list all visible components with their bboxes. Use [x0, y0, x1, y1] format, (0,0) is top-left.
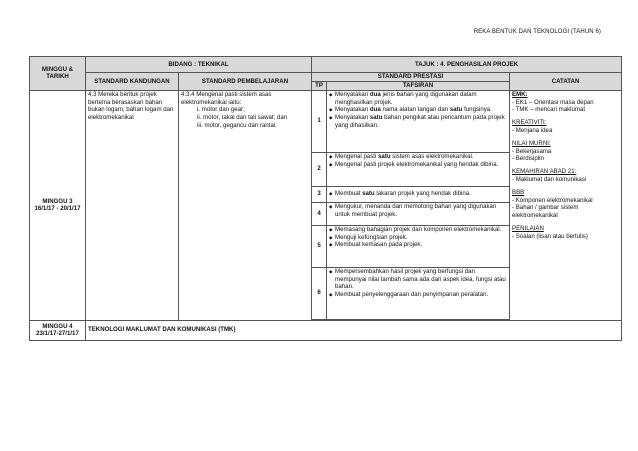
- tafsiran-item: ◆ Membuat kemasan pada projek.: [329, 241, 507, 249]
- catatan-item: - EK1 – Orientasi masa depan: [512, 98, 594, 106]
- week3-date: 16/1/17 - 20/1/17: [34, 205, 81, 213]
- tp-level: 3: [312, 186, 327, 202]
- catatan-item: - Berdisiplin: [512, 155, 544, 163]
- header-tp: TP: [312, 82, 327, 91]
- tafsiran-item: ◆ Mempersembahkan hasil projek yang berfungsi dan mempunyai nilai tambah sama ada dari aspek idea, fungsi atau bahan.: [329, 268, 507, 291]
- tafsiran-item: ◆ Menyatakan dua nama alatan tangan dan satu fungsinya.: [329, 106, 507, 114]
- header-catatan: CATATAN: [510, 73, 622, 91]
- week4-content: TEKNOLOGI MAKLUMAT DAN KOMUNIKASI (TMK): [86, 320, 622, 340]
- catatan-item: - TMK – mencari maklumat: [512, 106, 586, 114]
- catatan-cell: [510, 90, 622, 320]
- week4-cell: [30, 320, 86, 340]
- header-bidang: BIDANG : TEKNIKAL: [86, 57, 312, 73]
- catatan-item: - Maklumat dan komunikasi: [512, 175, 587, 183]
- standard-pembelajaran-main: 4.3.4 Mengenal pasti sistem asas elektromekanikal iaitu:: [181, 90, 272, 106]
- bbb-title: BBB: [512, 188, 525, 196]
- tafsiran-item: ◆ Membuat satu lakaran projek yang hendak dibina.: [329, 190, 507, 198]
- sp-item: iii. motor, gegancu dan rantai.: [197, 121, 277, 129]
- tafsiran-item: ◆ Mengukur, menanda dan memotong bahan yang digunakan untuk membuat projek.: [329, 203, 507, 219]
- tp-level: 6: [312, 267, 327, 319]
- tafsiran-item: ◆ Mengenal pasti satu sistem asas elektromekanikal.: [329, 153, 507, 161]
- tafsiran-item: ◆ Menyatakan dua jenis bahan yang digunakan dalam menghasilkan projek.: [329, 91, 507, 107]
- emk-title: EMK:: [512, 90, 528, 98]
- kreativiti-title: KREATIVITI:: [512, 119, 547, 127]
- kemahiran-abad-title: KEMAHIRAN ABAD 21:: [512, 168, 577, 176]
- nilai-murni-title: NILAI MURNI:: [512, 139, 551, 147]
- week4-date: 23/1/17-27/1/17: [36, 330, 79, 338]
- header-standard-kandungan: STANDARD KANDUNGAN: [86, 73, 179, 91]
- header-tajuk: TAJUK : 4. PENGHASILAN PROJEK: [312, 57, 622, 73]
- header-tafsiran: TAFSIRAN: [327, 82, 510, 91]
- lesson-plan-table: [29, 56, 622, 341]
- tafsiran-item: ◆ Membuat penyelenggaraan dan penyimpanan peralatan.: [329, 291, 507, 299]
- tp-level: 5: [312, 225, 327, 267]
- tp-level: 2: [312, 152, 327, 186]
- standard-pembelajaran-cell: [179, 90, 312, 320]
- catatan-item: - Menjana idea: [512, 126, 553, 134]
- document-header-title: REKA BENTUK DAN TEKNOLOGI (TAHUN 6): [473, 29, 601, 35]
- tp-tafsiran-cell: [327, 186, 510, 202]
- tafsiran-item: ◆ Memasang bahagian projek dan komponen elektromekanikal.: [329, 226, 507, 234]
- header-standard-prestasi: STANDARD PRESTASI: [312, 73, 510, 82]
- tp-tafsiran-cell: [327, 90, 510, 152]
- standard-kandungan-cell: [86, 90, 179, 320]
- catatan-item: - Soalan (lisan atau bertulis): [512, 232, 588, 240]
- tafsiran-item: ◆ Mengenal pasti projek elektromekanikal yang hendak dibina.: [329, 161, 507, 169]
- week4-label: MINGGU 4: [42, 322, 73, 330]
- tp-tafsiran-cell: [327, 267, 510, 319]
- header-standard-pembelajaran: STANDARD PEMBELAJARAN: [179, 73, 312, 91]
- tp-tafsiran-cell: [327, 202, 510, 225]
- tp-tafsiran-cell: [327, 225, 510, 267]
- penilaian-title: PENILAIAN: [512, 224, 544, 232]
- tp-level: 1: [312, 90, 327, 152]
- sp-item: i. motor dan gear;: [197, 106, 245, 114]
- header-minggu-tarikh: MINGGU & TARIKH: [30, 57, 86, 91]
- standard-kandungan-text: 4.3 Mereka bentuk projek bertema berasaskan bahan bukan logam, bahan logam dan elektromekanikal: [88, 90, 174, 122]
- week3-cell: [30, 90, 86, 320]
- week3-label: MINGGU 3: [42, 197, 73, 205]
- catatan-item: - Bekerjasama: [512, 147, 552, 155]
- catatan-item: - Komponen elektromekanikal: [512, 196, 593, 204]
- tafsiran-item: ◆ Menguji kefungsian projek.: [329, 234, 507, 242]
- catatan-item: - Bahan / gambar sistem elektromekanikal: [512, 204, 579, 220]
- tp-tafsiran-cell: [327, 152, 510, 186]
- tafsiran-item: ◆ Menyatakan satu bahan pengikat atau pencantum pada projek yang dihasilkan.: [329, 114, 507, 130]
- tp-level: 4: [312, 202, 327, 225]
- sp-item: ii. motor, takal dan tali sawat; dan: [197, 114, 288, 122]
